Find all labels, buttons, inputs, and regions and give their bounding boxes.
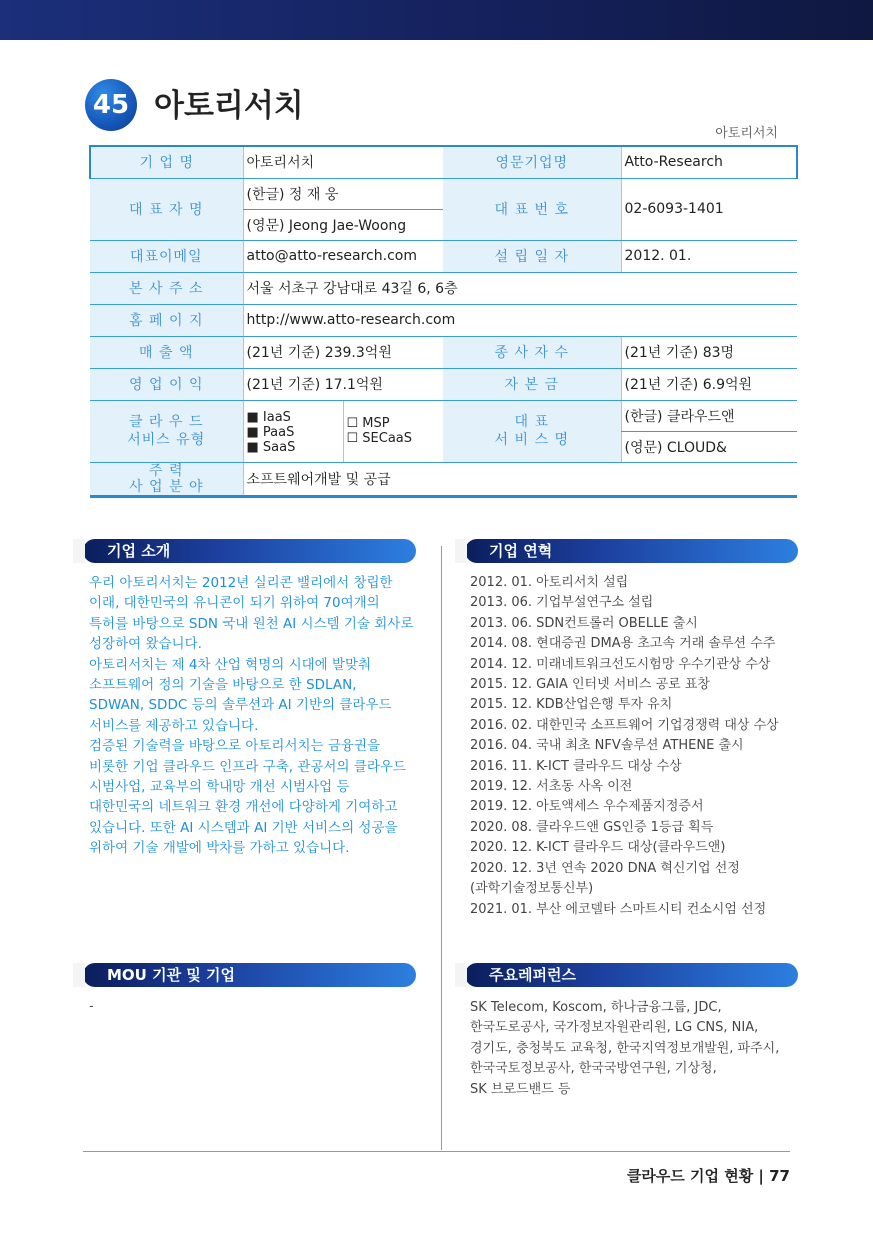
founded-label: 설 립 일 자	[443, 240, 621, 272]
intro-section-header	[83, 539, 416, 563]
history-item: 2020. 12. 3년 연속 2020 DNA 혁신기업 선정	[470, 860, 740, 876]
svc-msp: ☐ MSP	[346, 416, 390, 431]
company-title: 아토리서치	[154, 88, 304, 124]
intro-line: 비롯한 기업 클라우드 인프라 구축, 관공서의 클라우드	[89, 758, 406, 775]
svc-saas: ■ SaaS	[246, 439, 296, 455]
history-item: 2015. 12. KDB산업은행 투자 유치	[470, 697, 673, 713]
sales-label: 매 출 액	[90, 336, 243, 368]
intro-line: 이래, 대한민국의 유니콘이 되기 위하여 70여개의	[89, 595, 380, 612]
english-name-label: 영문기업명	[443, 146, 621, 178]
column-divider	[441, 546, 442, 1150]
main-business-value: 소프트웨어개발 및 공급	[243, 462, 797, 496]
ceo-english: (영문) Jeong Jae-Woong	[243, 209, 443, 240]
intro-section-title: 기업 소개	[107, 542, 171, 560]
company-number-badge	[85, 79, 137, 131]
history-item: 2021. 01. 부산 에코델타 스마트시티 컨소시엄 선정	[470, 901, 767, 917]
main-business-label	[90, 462, 243, 496]
company-number: 45	[92, 90, 130, 120]
employees-value: (21년 기준) 83명	[621, 336, 797, 368]
references-list	[470, 998, 800, 1100]
history-item: (과학기술정보통신부)	[470, 881, 594, 897]
history-item: 2019. 12. 서초동 사옥 이전	[470, 779, 633, 795]
intro-line: 위하여 기술 개발에 박차를 가하고 있습니다.	[89, 840, 350, 857]
cloud-label-line2: 서비스 유형	[127, 432, 206, 448]
intro-line: 시범사업, 교육부의 학내망 개선 시범사업 등	[89, 779, 350, 796]
history-item: 2014. 08. 현대증권 DMA용 초고속 거래 솔루션 수주	[470, 636, 776, 652]
history-item: 2015. 12. GAIA 인터넷 서비스 공로 표창	[470, 677, 710, 693]
history-item: 2013. 06. SDN컨트롤러 OBELLE 출시	[470, 615, 698, 631]
top-banner	[0, 0, 873, 40]
history-item: 2016. 04. 국내 최초 NFV솔루션 ATHENE 출시	[470, 738, 744, 754]
address-label: 본 사 주 소	[90, 272, 243, 304]
history-item: 2013. 06. 기업부설연구소 설립	[470, 595, 654, 611]
intro-line: 우리 아토리서치는 2012년 실리콘 밸리에서 창립한	[89, 575, 393, 591]
reference-line: 경기도, 충청북도 교육청, 한국지역정보개발원, 파주시,	[470, 1040, 780, 1056]
mou-section-title: MOU 기관 및 기업	[107, 966, 235, 984]
address-value: 서울 서초구 강남대로 43길 6, 6층	[243, 272, 797, 304]
reference-line: 한국국토정보공사, 한국국방연구원, 기상청,	[470, 1061, 717, 1077]
history-item: 2020. 12. K-ICT 클라우드 대상(클라우드앤)	[470, 840, 726, 856]
ceo-label: 대 표 자 명	[90, 178, 243, 240]
cloud-label-line1: 클 라 우 드	[129, 414, 204, 430]
svc-paas: ■ PaaS	[246, 424, 295, 440]
mou-section-header	[83, 963, 416, 987]
intro-line: SDWAN, SDDC 등의 솔루션과 AI 기반의 클라우드	[89, 697, 392, 714]
reference-line: SK Telecom, Koscom, 하나금융그룹, JDC,	[470, 1000, 722, 1015]
service-type-checked	[243, 400, 343, 462]
email-label: 대표이메일	[90, 240, 243, 272]
svc-iaas: ■ IaaS	[246, 409, 291, 425]
homepage-label: 홈 페 이 지	[90, 304, 243, 336]
capital-label: 자 본 금	[443, 368, 621, 400]
intro-line: 성장하여 왔습니다.	[89, 636, 202, 653]
company-subtitle: 아토리서치	[715, 126, 778, 141]
rep-service-label	[443, 400, 621, 462]
employees-label: 종 사 자 수	[443, 336, 621, 368]
homepage-value: http://www.atto-research.com	[243, 304, 797, 336]
phone-label: 대 표 번 호	[443, 178, 621, 240]
email-value: atto@atto-research.com	[243, 240, 443, 272]
founded-value: 2012. 01.	[621, 240, 797, 272]
english-name-value: Atto-Research	[621, 146, 797, 178]
page-footer: 클라우드 기업 현황 | 77	[626, 1167, 790, 1185]
reference-line: SK 브로드밴드 등	[470, 1081, 571, 1097]
intro-line: 있습니다. 또한 AI 시스템과 AI 기반 서비스의 성공을	[89, 819, 398, 836]
history-item: 2016. 02. 대한민국 소프트웨어 기업경쟁력 대상 수상	[470, 717, 779, 733]
history-item: 2014. 12. 미래네트워크선도시험망 우수기관상 수상	[470, 656, 771, 672]
refs-section-title: 주요레퍼런스	[489, 966, 576, 984]
intro-line: 아토리서치는 제 4차 산업 혁명의 시대에 발맞춰	[89, 656, 372, 673]
intro-line: 소프트웨어 정의 기술을 바탕으로 한 SDLAN,	[89, 677, 357, 694]
intro-line: 서비스를 제공하고 있습니다.	[89, 717, 259, 734]
intro-text	[89, 573, 424, 859]
svc-secaas: ☐ SECaaS	[346, 431, 413, 446]
rep-label-line2: 서 비 스 명	[494, 432, 569, 448]
history-section-title: 기업 연혁	[489, 542, 553, 560]
biz-label-line1: 주 력	[149, 462, 184, 479]
company-name-label: 기 업 명	[90, 146, 243, 178]
ceo-korean: (한글) 정 재 웅	[243, 178, 443, 209]
rep-service-korean: (한글) 클라우드앤	[621, 400, 797, 431]
mou-value: -	[89, 999, 94, 1014]
service-type-unchecked	[343, 400, 443, 462]
rep-label-line1: 대 표	[514, 414, 549, 430]
history-section-header	[465, 539, 798, 563]
history-item: 2019. 12. 아토액세스 우수제품지정증서	[470, 799, 704, 815]
profit-label: 영 업 이 익	[90, 368, 243, 400]
intro-line: 특허를 바탕으로 SDN 국내 원천 AI 시스템 기술 회사로	[89, 615, 414, 632]
biz-label-line2: 사 업 분 야	[129, 478, 204, 495]
company-info-table	[89, 145, 798, 498]
intro-line: 검증된 기술력을 바탕으로 아토리서치는 금융권을	[89, 738, 381, 755]
company-name-value: 아토리서치	[243, 146, 443, 178]
profit-value: (21년 기준) 17.1억원	[243, 368, 443, 400]
intro-line: 대한민국의 네트워크 환경 개선에 다양하게 기여하고	[89, 799, 398, 816]
phone-value: 02-6093-1401	[621, 178, 797, 240]
history-item: 2016. 11. K-ICT 클라우드 대상 수상	[470, 758, 682, 774]
refs-section-header	[465, 963, 798, 987]
history-item: 2020. 08. 클라우드앤 GS인증 1등급 획득	[470, 819, 714, 835]
reference-line: 한국도로공사, 국가정보자원관리원, LG CNS, NIA,	[470, 1020, 759, 1036]
cloud-service-type-label	[90, 400, 243, 462]
capital-value: (21년 기준) 6.9억원	[621, 368, 797, 400]
history-list	[470, 573, 800, 920]
rep-service-english: (영문) CLOUD&	[621, 431, 797, 462]
history-item: 2012. 01. 아토리서치 설립	[470, 575, 629, 590]
sales-value: (21년 기준) 239.3억원	[243, 336, 443, 368]
footer-divider	[83, 1151, 790, 1152]
